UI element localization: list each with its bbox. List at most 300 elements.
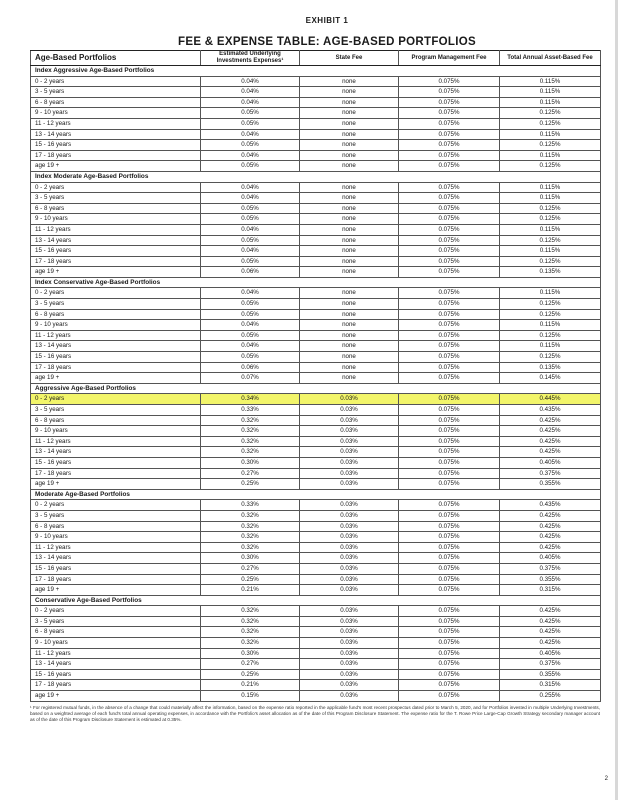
age-range-cell: 0 - 2 years <box>31 288 201 299</box>
fee-cell: 0.075% <box>399 76 500 87</box>
table-row <box>31 108 601 119</box>
exhibit-label: EXHIBIT 1 <box>305 16 349 25</box>
fee-cell: 0.075% <box>399 299 500 310</box>
age-range-cell: 3 - 5 years <box>31 299 201 310</box>
fee-cell: 0.125% <box>500 108 601 119</box>
age-range-cell: 15 - 16 years <box>31 669 201 680</box>
table-row <box>31 638 601 649</box>
fee-cell: 0.075% <box>399 616 500 627</box>
table-row <box>31 299 601 310</box>
table-row <box>31 426 601 437</box>
table-row <box>31 150 601 161</box>
table-row <box>31 563 601 574</box>
table-row <box>31 87 601 98</box>
fee-cell: 0.425% <box>500 532 601 543</box>
fee-cell: 0.32% <box>201 426 300 437</box>
fee-cell: 0.125% <box>500 256 601 267</box>
fee-cell: 0.115% <box>500 193 601 204</box>
fee-cell: 0.03% <box>300 426 399 437</box>
table-row <box>31 680 601 691</box>
table-row <box>31 553 601 564</box>
section-title: Index Moderate Age-Based Portfolios <box>31 171 601 182</box>
fee-cell: none <box>300 299 399 310</box>
fee-cell: 0.375% <box>500 659 601 670</box>
fee-cell: 0.445% <box>500 394 601 405</box>
fee-cell: 0.075% <box>399 669 500 680</box>
fee-cell: 0.425% <box>500 447 601 458</box>
fee-cell: 0.115% <box>500 97 601 108</box>
age-range-cell: 3 - 5 years <box>31 405 201 416</box>
age-range-cell: age 19 + <box>31 479 201 490</box>
fee-cell: 0.125% <box>500 352 601 363</box>
age-range-cell: 6 - 8 years <box>31 309 201 320</box>
table-row <box>31 500 601 511</box>
fee-cell: 0.075% <box>399 309 500 320</box>
age-range-cell: 13 - 14 years <box>31 659 201 670</box>
fee-cell: 0.075% <box>399 563 500 574</box>
age-range-cell: 13 - 14 years <box>31 341 201 352</box>
age-range-cell: 17 - 18 years <box>31 468 201 479</box>
fee-cell: none <box>300 118 399 129</box>
table-body <box>31 66 601 702</box>
fee-cell: 0.075% <box>399 479 500 490</box>
fee-cell: none <box>300 182 399 193</box>
age-range-cell: 9 - 10 years <box>31 638 201 649</box>
age-range-cell: 9 - 10 years <box>31 108 201 119</box>
fee-cell: 0.075% <box>399 108 500 119</box>
table-row <box>31 373 601 384</box>
fee-cell: 0.33% <box>201 500 300 511</box>
fee-cell: 0.03% <box>300 405 399 416</box>
fee-cell: none <box>300 224 399 235</box>
fee-cell: 0.425% <box>500 627 601 638</box>
fee-cell: 0.125% <box>500 203 601 214</box>
fee-cell: 0.355% <box>500 669 601 680</box>
table-row <box>31 352 601 363</box>
table-row <box>31 606 601 617</box>
fee-cell: 0.075% <box>399 532 500 543</box>
age-range-cell: 11 - 12 years <box>31 648 201 659</box>
fee-cell: 0.07% <box>201 373 300 384</box>
age-range-cell: 11 - 12 years <box>31 542 201 553</box>
fee-cell: 0.075% <box>399 680 500 691</box>
age-range-cell: age 19 + <box>31 161 201 172</box>
table-row <box>31 288 601 299</box>
fee-cell: 0.32% <box>201 627 300 638</box>
age-range-cell: 11 - 12 years <box>31 436 201 447</box>
fee-cell: 0.115% <box>500 76 601 87</box>
fee-cell: 0.32% <box>201 521 300 532</box>
age-range-cell: 15 - 16 years <box>31 352 201 363</box>
fee-cell: 0.075% <box>399 659 500 670</box>
fee-cell: 0.125% <box>500 309 601 320</box>
fee-cell: 0.125% <box>500 235 601 246</box>
fee-cell: 0.03% <box>300 606 399 617</box>
age-range-cell: 9 - 10 years <box>31 214 201 225</box>
fee-cell: 0.375% <box>500 563 601 574</box>
fee-cell: 0.32% <box>201 415 300 426</box>
fee-cell: 0.075% <box>399 214 500 225</box>
age-range-cell: 17 - 18 years <box>31 362 201 373</box>
fee-cell: 0.425% <box>500 542 601 553</box>
fee-cell: 0.03% <box>300 627 399 638</box>
age-range-cell: 15 - 16 years <box>31 246 201 257</box>
table-row <box>31 479 601 490</box>
fee-cell: 0.03% <box>300 616 399 627</box>
fee-cell: 0.075% <box>399 500 500 511</box>
table-row <box>31 362 601 373</box>
fee-cell: 0.03% <box>300 447 399 458</box>
table-row <box>31 161 601 172</box>
table-row <box>31 203 601 214</box>
fee-cell: 0.25% <box>201 669 300 680</box>
fee-cell: 0.30% <box>201 648 300 659</box>
age-range-cell: 6 - 8 years <box>31 97 201 108</box>
fee-cell: 0.075% <box>399 87 500 98</box>
fee-cell: 0.03% <box>300 479 399 490</box>
fee-cell: 0.075% <box>399 193 500 204</box>
age-range-cell: 3 - 5 years <box>31 616 201 627</box>
fee-cell: 0.075% <box>399 415 500 426</box>
column-header: Estimated Underlying Investments Expenses¹ <box>201 51 300 66</box>
age-range-cell: 15 - 16 years <box>31 457 201 468</box>
section-title: Index Conservative Age-Based Portfolios <box>31 277 601 288</box>
fee-cell: none <box>300 203 399 214</box>
table-row <box>31 468 601 479</box>
fee-cell: 0.075% <box>399 638 500 649</box>
fee-cell: 0.115% <box>500 224 601 235</box>
fee-cell: 0.075% <box>399 436 500 447</box>
age-range-cell: 17 - 18 years <box>31 574 201 585</box>
fee-cell: 0.075% <box>399 606 500 617</box>
section-header-row <box>31 383 601 394</box>
fee-cell: none <box>300 341 399 352</box>
fee-cell: 0.04% <box>201 193 300 204</box>
fee-cell: 0.315% <box>500 680 601 691</box>
fee-cell: none <box>300 309 399 320</box>
table-row <box>31 394 601 405</box>
fee-cell: 0.075% <box>399 510 500 521</box>
table-row <box>31 616 601 627</box>
fee-cell: 0.05% <box>201 299 300 310</box>
fee-cell: 0.075% <box>399 256 500 267</box>
fee-cell: 0.435% <box>500 500 601 511</box>
section-header-row <box>31 277 601 288</box>
fee-cell: 0.04% <box>201 288 300 299</box>
fee-cell: none <box>300 267 399 278</box>
column-header: Program Management Fee <box>399 51 500 66</box>
table-row <box>31 97 601 108</box>
fee-cell: 0.27% <box>201 659 300 670</box>
fee-cell: 0.32% <box>201 510 300 521</box>
table-row <box>31 235 601 246</box>
fee-cell: 0.075% <box>399 320 500 331</box>
fee-cell: 0.075% <box>399 447 500 458</box>
fee-cell: none <box>300 108 399 119</box>
fee-cell: 0.03% <box>300 669 399 680</box>
age-range-cell: 6 - 8 years <box>31 415 201 426</box>
table-row <box>31 510 601 521</box>
age-range-cell: 13 - 14 years <box>31 553 201 564</box>
age-range-cell: 17 - 18 years <box>31 150 201 161</box>
fee-cell: 0.04% <box>201 97 300 108</box>
table-row <box>31 214 601 225</box>
fee-cell: 0.075% <box>399 553 500 564</box>
fee-cell: 0.03% <box>300 415 399 426</box>
fee-cell: 0.05% <box>201 256 300 267</box>
fee-cell: 0.04% <box>201 246 300 257</box>
age-range-cell: 3 - 5 years <box>31 87 201 98</box>
fee-cell: 0.075% <box>399 648 500 659</box>
fee-cell: 0.115% <box>500 150 601 161</box>
table-row <box>31 193 601 204</box>
age-range-cell: 0 - 2 years <box>31 394 201 405</box>
fee-cell: 0.075% <box>399 521 500 532</box>
fee-cell: 0.075% <box>399 394 500 405</box>
section-title: Moderate Age-Based Portfolios <box>31 489 601 500</box>
age-range-cell: 6 - 8 years <box>31 203 201 214</box>
fee-cell: 0.115% <box>500 182 601 193</box>
fee-cell: 0.32% <box>201 436 300 447</box>
column-header: State Fee <box>300 51 399 66</box>
table-row <box>31 532 601 543</box>
fee-cell: 0.425% <box>500 436 601 447</box>
fee-cell: 0.125% <box>500 161 601 172</box>
fee-cell: 0.04% <box>201 129 300 140</box>
fee-cell: 0.25% <box>201 479 300 490</box>
fee-cell: 0.125% <box>500 118 601 129</box>
fee-cell: none <box>300 330 399 341</box>
fee-cell: 0.425% <box>500 426 601 437</box>
table-row <box>31 118 601 129</box>
age-range-cell: 11 - 12 years <box>31 330 201 341</box>
age-range-cell: 11 - 12 years <box>31 118 201 129</box>
fee-cell: 0.075% <box>399 341 500 352</box>
fee-cell: 0.03% <box>300 680 399 691</box>
column-header: Total Annual Asset-Based Fee <box>500 51 601 66</box>
fee-cell: 0.145% <box>500 373 601 384</box>
table-row <box>31 76 601 87</box>
fee-cell: 0.30% <box>201 457 300 468</box>
fee-cell: 0.04% <box>201 76 300 87</box>
table-header-row <box>31 51 601 66</box>
fee-cell: 0.125% <box>500 214 601 225</box>
table-row <box>31 140 601 151</box>
age-range-cell: 6 - 8 years <box>31 627 201 638</box>
fee-cell: 0.405% <box>500 457 601 468</box>
table-row <box>31 415 601 426</box>
fee-cell: none <box>300 214 399 225</box>
fee-cell: 0.32% <box>201 616 300 627</box>
fee-cell: 0.33% <box>201 405 300 416</box>
fee-cell: 0.355% <box>500 479 601 490</box>
table-row <box>31 256 601 267</box>
age-range-cell: 13 - 14 years <box>31 447 201 458</box>
fee-cell: 0.075% <box>399 267 500 278</box>
fee-cell: 0.05% <box>201 352 300 363</box>
fee-cell: none <box>300 320 399 331</box>
age-range-cell: 3 - 5 years <box>31 193 201 204</box>
fee-cell: 0.075% <box>399 330 500 341</box>
fee-cell: 0.125% <box>500 299 601 310</box>
age-range-cell: 11 - 12 years <box>31 224 201 235</box>
section-title: Aggressive Age-Based Portfolios <box>31 383 601 394</box>
fee-cell: 0.03% <box>300 691 399 702</box>
table-row <box>31 309 601 320</box>
fee-cell: 0.06% <box>201 362 300 373</box>
fee-cell: 0.075% <box>399 405 500 416</box>
fee-cell: 0.315% <box>500 585 601 596</box>
fee-cell: 0.04% <box>201 320 300 331</box>
fee-cell: 0.115% <box>500 87 601 98</box>
fee-cell: none <box>300 76 399 87</box>
age-range-cell: age 19 + <box>31 373 201 384</box>
table-row <box>31 659 601 670</box>
fee-cell: 0.075% <box>399 203 500 214</box>
fee-cell: 0.075% <box>399 129 500 140</box>
fee-cell: 0.075% <box>399 161 500 172</box>
fee-cell: none <box>300 288 399 299</box>
fee-cell: 0.04% <box>201 341 300 352</box>
age-range-cell: 9 - 10 years <box>31 426 201 437</box>
fee-cell: 0.075% <box>399 150 500 161</box>
fee-cell: none <box>300 129 399 140</box>
fee-cell: 0.05% <box>201 309 300 320</box>
table-row <box>31 648 601 659</box>
fee-cell: 0.03% <box>300 521 399 532</box>
fee-cell: 0.03% <box>300 542 399 553</box>
fee-cell: 0.405% <box>500 648 601 659</box>
table-row <box>31 627 601 638</box>
section-title: Conservative Age-Based Portfolios <box>31 595 601 606</box>
fee-cell: 0.05% <box>201 108 300 119</box>
fee-cell: 0.32% <box>201 447 300 458</box>
age-range-cell: 9 - 10 years <box>31 320 201 331</box>
fee-cell: 0.03% <box>300 510 399 521</box>
fee-cell: 0.115% <box>500 246 601 257</box>
fee-cell: none <box>300 140 399 151</box>
fee-cell: 0.075% <box>399 627 500 638</box>
fee-cell: none <box>300 373 399 384</box>
fee-cell: 0.135% <box>500 267 601 278</box>
fee-cell: 0.04% <box>201 182 300 193</box>
fee-cell: 0.05% <box>201 118 300 129</box>
fee-cell: 0.04% <box>201 87 300 98</box>
age-range-cell: 15 - 16 years <box>31 140 201 151</box>
fee-cell: 0.03% <box>300 500 399 511</box>
table-row <box>31 129 601 140</box>
table-row <box>31 341 601 352</box>
table-row <box>31 669 601 680</box>
fee-cell: none <box>300 256 399 267</box>
fee-cell: 0.375% <box>500 468 601 479</box>
fee-cell: 0.25% <box>201 574 300 585</box>
section-header-row <box>31 595 601 606</box>
fee-cell: 0.15% <box>201 691 300 702</box>
fee-cell: 0.125% <box>500 330 601 341</box>
age-range-cell: age 19 + <box>31 585 201 596</box>
fee-cell: 0.075% <box>399 224 500 235</box>
fee-cell: 0.32% <box>201 542 300 553</box>
fee-cell: none <box>300 246 399 257</box>
fee-cell: 0.075% <box>399 288 500 299</box>
fee-cell: 0.075% <box>399 118 500 129</box>
fee-cell: 0.075% <box>399 457 500 468</box>
age-range-cell: 15 - 16 years <box>31 563 201 574</box>
section-header-row <box>31 66 601 77</box>
fee-cell: 0.03% <box>300 468 399 479</box>
fee-cell: 0.04% <box>201 150 300 161</box>
fee-cell: 0.255% <box>500 691 601 702</box>
table-row <box>31 691 601 702</box>
fee-cell: 0.075% <box>399 691 500 702</box>
fee-cell: 0.405% <box>500 553 601 564</box>
fee-cell: 0.03% <box>300 394 399 405</box>
fee-cell: 0.435% <box>500 405 601 416</box>
fee-cell: none <box>300 352 399 363</box>
fee-cell: 0.425% <box>500 415 601 426</box>
fee-cell: 0.125% <box>500 140 601 151</box>
age-range-cell: 13 - 14 years <box>31 129 201 140</box>
fee-cell: 0.03% <box>300 563 399 574</box>
fee-cell: 0.075% <box>399 140 500 151</box>
fee-cell: 0.425% <box>500 616 601 627</box>
age-range-cell: 0 - 2 years <box>31 606 201 617</box>
fee-cell: 0.075% <box>399 235 500 246</box>
fee-cell: none <box>300 362 399 373</box>
fee-cell: 0.115% <box>500 288 601 299</box>
section-header-row <box>31 171 601 182</box>
fee-cell: 0.05% <box>201 161 300 172</box>
fee-cell: 0.32% <box>201 638 300 649</box>
fee-cell: 0.075% <box>399 542 500 553</box>
fee-cell: 0.03% <box>300 436 399 447</box>
table-row <box>31 246 601 257</box>
fee-cell: 0.05% <box>201 140 300 151</box>
table-row <box>31 182 601 193</box>
section-title: Index Aggressive Age-Based Portfolios <box>31 66 601 77</box>
page-title: FEE & EXPENSE TABLE: AGE-BASED PORTFOLIOS <box>178 36 476 48</box>
age-range-cell: age 19 + <box>31 691 201 702</box>
fee-cell: 0.115% <box>500 320 601 331</box>
fee-cell: 0.03% <box>300 585 399 596</box>
fee-cell: 0.30% <box>201 553 300 564</box>
fee-cell: 0.075% <box>399 362 500 373</box>
fee-cell: 0.075% <box>399 182 500 193</box>
section-header-row <box>31 489 601 500</box>
fee-cell: 0.32% <box>201 532 300 543</box>
fee-cell: 0.03% <box>300 638 399 649</box>
fee-cell: none <box>300 235 399 246</box>
table-row <box>31 574 601 585</box>
fee-cell: 0.05% <box>201 203 300 214</box>
fee-cell: 0.03% <box>300 457 399 468</box>
fee-cell: 0.05% <box>201 235 300 246</box>
table-row <box>31 224 601 235</box>
fee-cell: 0.075% <box>399 574 500 585</box>
fee-cell: none <box>300 161 399 172</box>
fee-cell: 0.04% <box>201 224 300 235</box>
fee-cell: 0.075% <box>399 352 500 363</box>
fee-cell: 0.03% <box>300 648 399 659</box>
table-row <box>31 447 601 458</box>
table-row <box>31 320 601 331</box>
age-range-cell: 0 - 2 years <box>31 182 201 193</box>
fee-cell: 0.115% <box>500 341 601 352</box>
fee-cell: 0.425% <box>500 521 601 532</box>
fee-cell: 0.34% <box>201 394 300 405</box>
table-row <box>31 585 601 596</box>
